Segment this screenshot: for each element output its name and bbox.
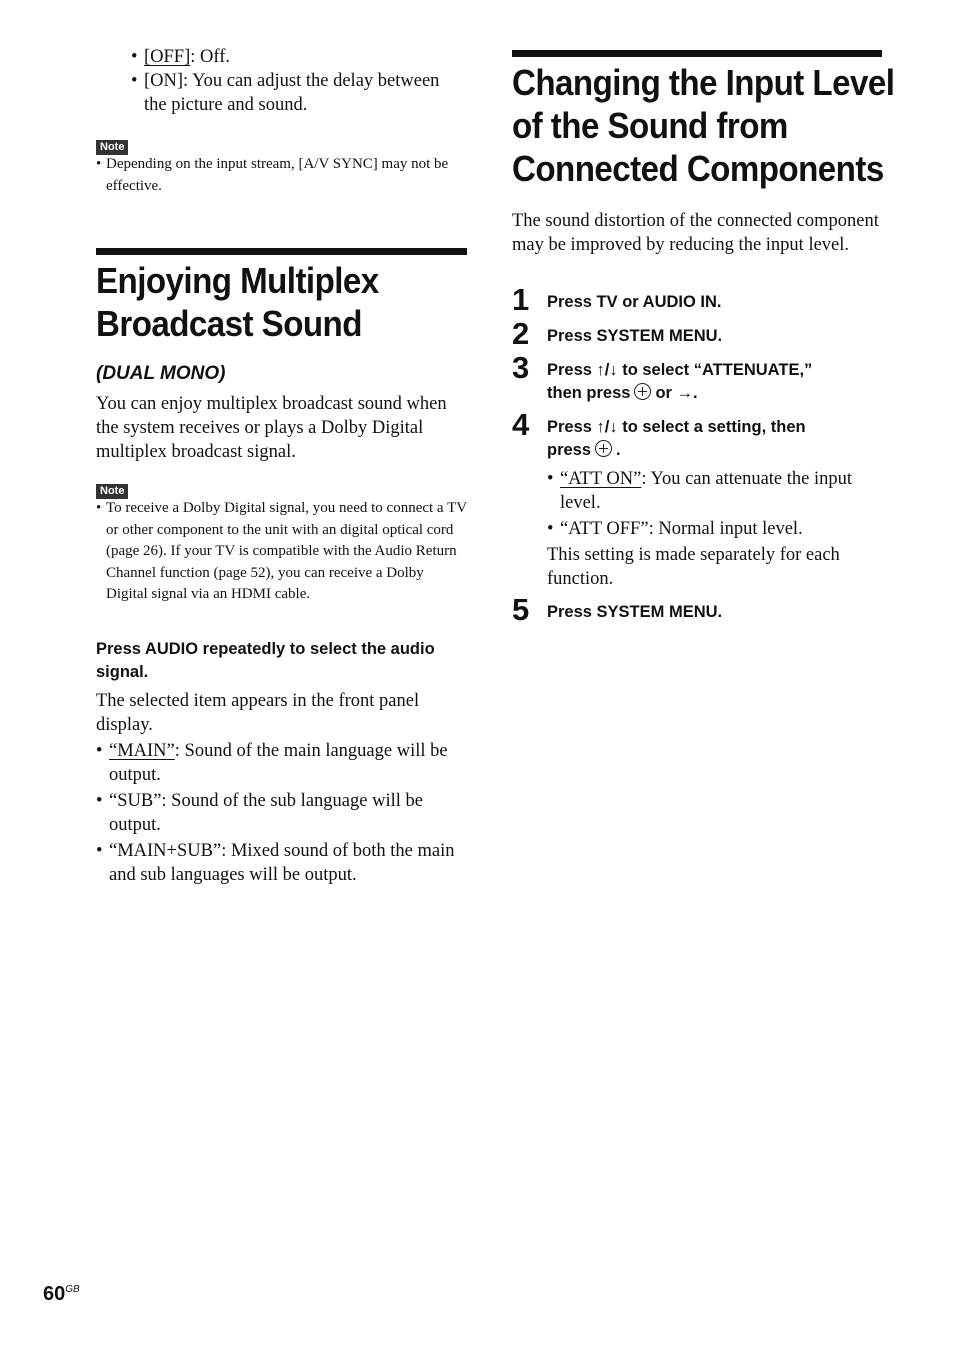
list-item: • “MAIN”: Sound of the main language will be output. [96, 739, 468, 787]
audio-options-list [96, 739, 468, 887]
section-rule [96, 248, 467, 255]
note-badge: Note [96, 481, 128, 499]
note-item: • To receive a Dolby Digital signal, you need to connect a TV or other component to the unit with an digital optical cord (page 26). If your TV is compatible with the Audio Return Channel function (page 52), you can receive a Dolby Digital signal via an HDMI cable. [96, 498, 468, 606]
sync-options-list [131, 45, 466, 117]
enter-button-icon [634, 383, 651, 400]
section-intro: The sound distortion of the connected component may be improved by reducing the input level. [512, 211, 879, 255]
enter-button-icon [595, 440, 612, 457]
section-title: Changing the Input Level of the Sound from Connected Components [512, 62, 895, 189]
list-item: • [ON]: You can adjust the delay between the picture and sound. [131, 69, 466, 117]
section-title: Enjoying Multiplex Broadcast Sound [96, 260, 379, 344]
list-item: • [OFF]: Off. [131, 45, 466, 69]
section-rule [512, 50, 882, 57]
list-item: • “ATT ON”: You can attenuate the input level. [547, 467, 884, 515]
section-intro: You can enjoy multiplex broadcast sound when the system receives or plays a Dolby Digital multiplex broadcast signal. [96, 394, 447, 462]
note-badge: Note [96, 137, 128, 155]
instruction-result: The selected item appears in the front panel display. [96, 691, 420, 735]
step-4-note: This setting is made separately for each function. [547, 545, 840, 589]
attenuate-options-list [547, 467, 884, 541]
section-subtitle: (DUAL MONO) [96, 363, 226, 384]
note-list [96, 498, 468, 606]
list-item: • “ATT OFF”: Normal input level. [547, 517, 884, 541]
instruction: Press AUDIO repeatedly to select the audio signal. [96, 640, 435, 681]
page-number: $60^{GB}$ [43, 1283, 80, 1305]
note-item: • Depending on the input stream, [A/V SYNC] may not be effective. [96, 154, 468, 197]
list-item: • “SUB”: Sound of the sub language will be output. [96, 789, 468, 837]
note-list [96, 154, 468, 197]
list-item: • “MAIN+SUB”: Mixed sound of both the main and sub languages will be output. [96, 839, 468, 887]
